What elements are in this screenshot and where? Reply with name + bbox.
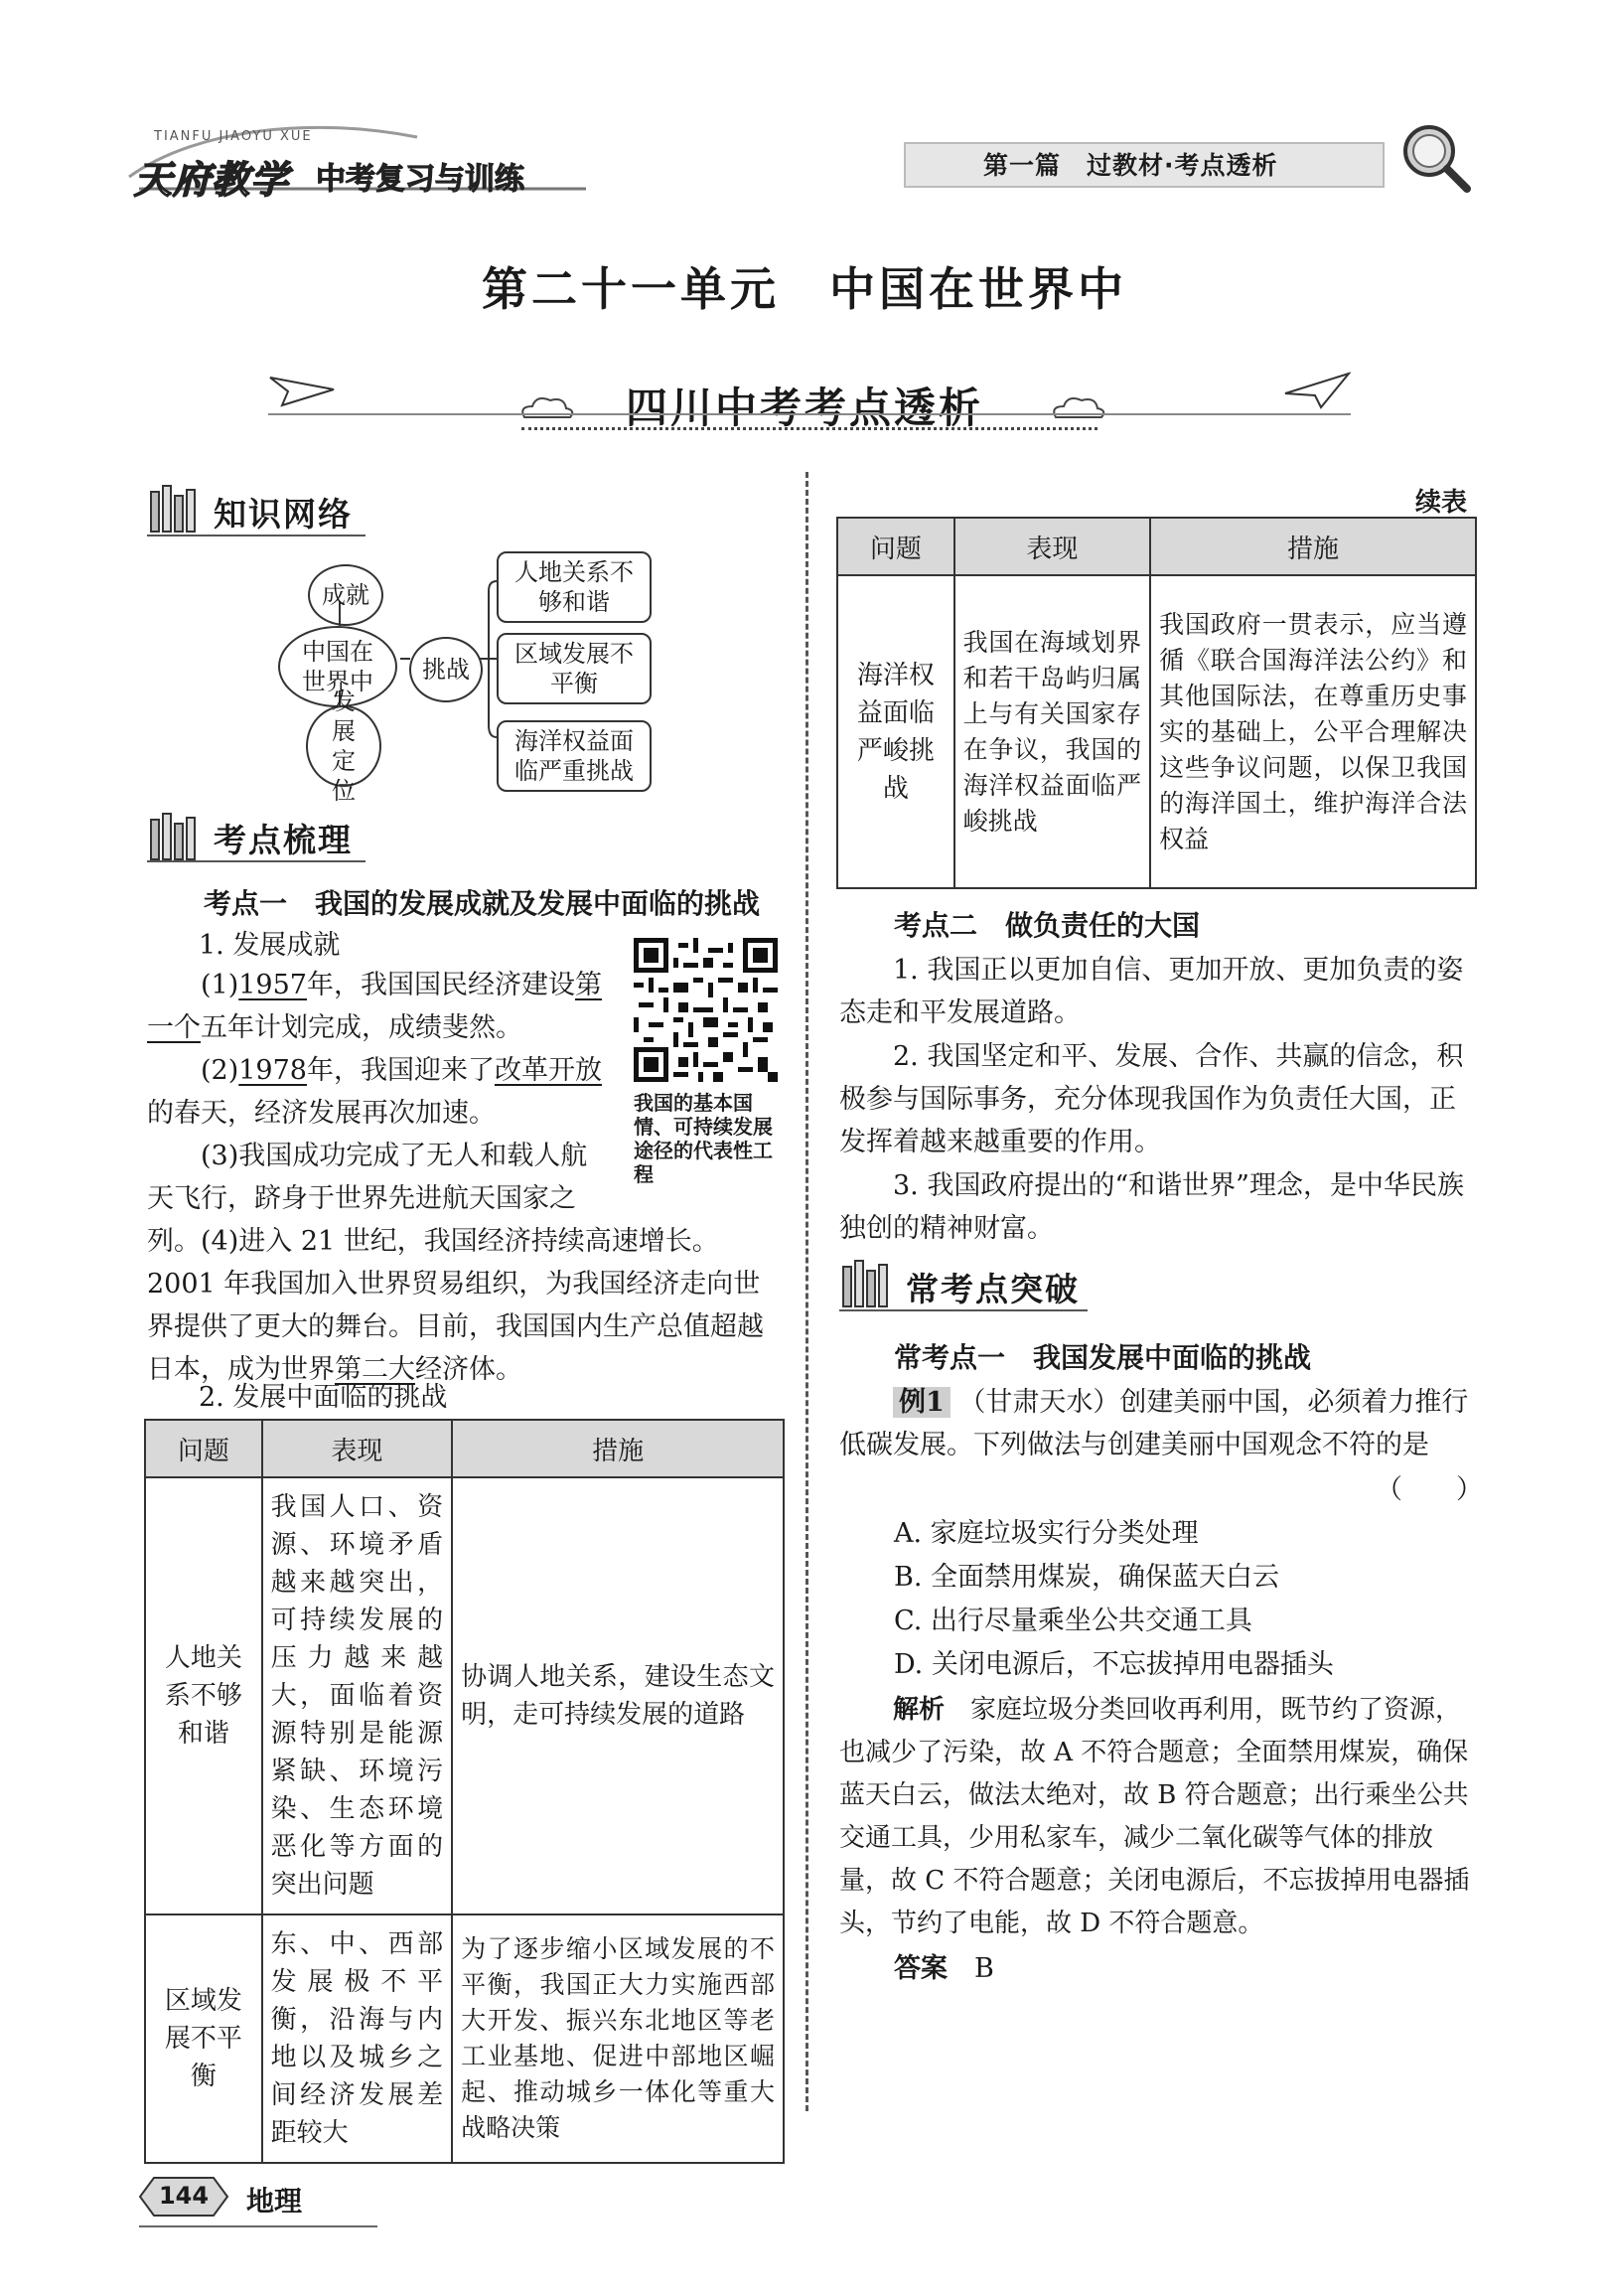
achievement-para-4: (4)进入 21 世纪，我国经济持续高速增长。2001 年我国加入世界贸易组织，为我国经济走向世界提供了更大的舞台。目前，我国国内生产总值超越日本，成为世界第二大经济体。 [147,1226,764,1385]
magnifier-icon [1395,119,1475,194]
mindmap-node-challenge: 挑战 [409,637,483,702]
example-question: 例1 （甘肃天水）创建美丽中国，必须着力推行低碳发展。下列做法与创建美丽中国观念不符的是 [839,1387,1469,1460]
page-number: 144 [158,2182,210,2210]
achievement-para-3: (3)我国成功完成了无人和载人航天飞行，跻身于世界先进航天国家之列。 [147,1141,588,1257]
mindmap-challenge-3: 海洋权益面临严重挑战 [497,720,652,792]
breakthrough-rule [839,1309,1088,1311]
item2-title: 2. 发展中面临的挑战 [199,1382,448,1413]
title-baseline [268,413,1351,415]
option-c: C. 出行尽量乘坐公共交通工具 [894,1606,1252,1636]
breakthrough-point-title: 常考点一 我国发展中面临的挑战 [894,1341,1312,1374]
item1-title: 1. 发展成就 [199,930,341,961]
column-divider [805,472,808,2111]
unit-title: 第二十一单元 中国在世界中 [482,262,1127,316]
mindmap-challenge-2: 区域发展不平衡 [497,633,652,704]
table-cell-problem: 区域发展不平衡 [145,1914,262,2163]
table-cell-problem: 人地关系不够和谐 [145,1477,262,1914]
analysis: 解析 家庭垃圾分类回收再利用，既节约了资源，也减少了污染，故 A 不符合题意；全面禁用煤炭，确保蓝天白云，做法太绝对，故 B 符合题意；出行乘坐公共交通工具，少用私家车，减少二氧化碳等气体的排放量，故 C 不符合题意；关闭电源后，不忘拔掉用电器插头，节约了电能，故 D 不符合题意。 [839,1695,1470,1938]
table-cell-manifestation: 我国在海域划界和若干岛屿归属上与有关国家存在争议，我国的海洋权益面临严峻挑战 [954,575,1150,888]
books-icon [839,1257,897,1311]
table-header-row [837,518,1476,575]
table-header-cell: 表现 [262,1420,452,1477]
continued-table [836,517,1477,889]
qr-caption: 我国的基本国情、可持续发展途径的代表性工程 [634,1091,773,1186]
table-cell-measure: 我国政府一贯表示，应当遵循《联合国海洋法公约》和其他国际法，在尊重历史事实的基础上，公平合理解决这些争议问题，以保卫我国的海洋国土，维护海洋合法权益 [1150,575,1476,888]
table-cell-problem: 海洋权益面临严峻挑战 [837,575,954,888]
point2-item: 3. 我国政府提出的“和谐世界”理念，是中华民族独创的精神财富。 [839,1170,1464,1244]
achievement-para-2: (2)1978年，我国迎来了改革开放的春天，经济发展再次加速。 [147,1055,602,1129]
books-icon [147,810,205,864]
mindmap-node-achievement: 成就 [308,564,383,626]
answer-bracket: （ ） [1376,1474,1483,1505]
books-icon [147,482,205,536]
kaodian-rule [147,860,366,862]
answer: 答案 B [894,1953,994,1984]
point2-title: 考点二 做负责任的大国 [894,909,1201,942]
paper-plane-right-icon [1281,370,1351,409]
subtitle: 四川中考考点透析 [625,383,983,432]
table-cell-manifestation: 我国人口、资源、环境矛盾越来越突出，可持续发展的压力越来越大，面临着资源特别是能源紧缺、环境污染、生态环境恶化等方面的突出问题 [262,1477,452,1914]
footer-rule [139,2225,377,2227]
table-header-cell: 表现 [954,518,1150,575]
table-header-cell: 措施 [452,1420,784,1477]
mindmap-challenge-1: 人地关系不够和谐 [497,551,652,623]
qr-code[interactable] [634,938,778,1082]
table-cell-manifestation: 东、中、西部发展极不平衡，沿海与内地以及城乡之间经济发展差距较大 [262,1914,452,2163]
header-section: 第一篇 过教材·考点透析 [983,151,1278,180]
option-b: B. 全面禁用煤炭，确保蓝天白云 [894,1562,1280,1593]
mindmap-node-positioning: 发展定位 [306,705,381,787]
challenges-table [144,1419,785,2164]
table-cell-measure: 为了逐步缩小区域发展的不平衡，我国正大力实施西部大开发、振兴东北地区等老工业基地、促进中部地区崛起、推动城乡一体化等重大战略决策 [452,1914,784,2163]
point2-item: 2. 我国坚定和平、发展、合作、共赢的信念，积极参与国际事务，充分体现我国作为负责任大国，正发挥着越来越重要的作用。 [839,1041,1464,1157]
table-header-cell: 问题 [145,1420,262,1477]
footer-subject: 地理 [246,2185,303,2218]
table-header-cell: 问题 [837,518,954,575]
knowledge-network-rule [147,535,366,536]
breakthrough-heading: 常考点突破 [906,1270,1080,1308]
logo-arc-text: TIANFU JIAOYU XUE [154,129,313,144]
knowledge-network-heading: 知识网络 [214,495,353,534]
table-row [145,1477,784,1914]
continued-label: 续表 [1415,488,1468,518]
logo-main: 天府教学 [134,158,290,202]
option-a: A. 家庭垃圾实行分类处理 [894,1518,1199,1549]
mindmap-center: 中国在世界中 [278,626,397,707]
achievement-para-1: (1)1957年，我国国民经济建设第一个五年计划完成，成绩斐然。 [147,970,602,1043]
point1-title: 考点一 我国的发展成就及发展中面临的挑战 [204,887,761,920]
table-header-cell: 措施 [1150,518,1476,575]
subtitle-underline [521,427,1097,430]
point2-item: 1. 我国正以更加自信、更加开放、更加负责的姿态走和平发展道路。 [839,955,1464,1028]
table-row [145,1914,784,2163]
table-header-row [145,1420,784,1477]
kaodian-heading: 考点梳理 [214,821,353,859]
table-row [837,575,1476,888]
logo-subtitle: 中考复习与训练 [316,162,524,197]
analysis-label: 解析 [893,1695,946,1725]
example-tag: 例1 [893,1387,951,1418]
cloud-right-icon [1048,392,1107,422]
table-cell-measure: 协调人地关系，建设生态文明，走可持续发展的道路 [452,1477,784,1914]
option-d: D. 关闭电源后，不忘拔掉用电器插头 [894,1649,1334,1680]
